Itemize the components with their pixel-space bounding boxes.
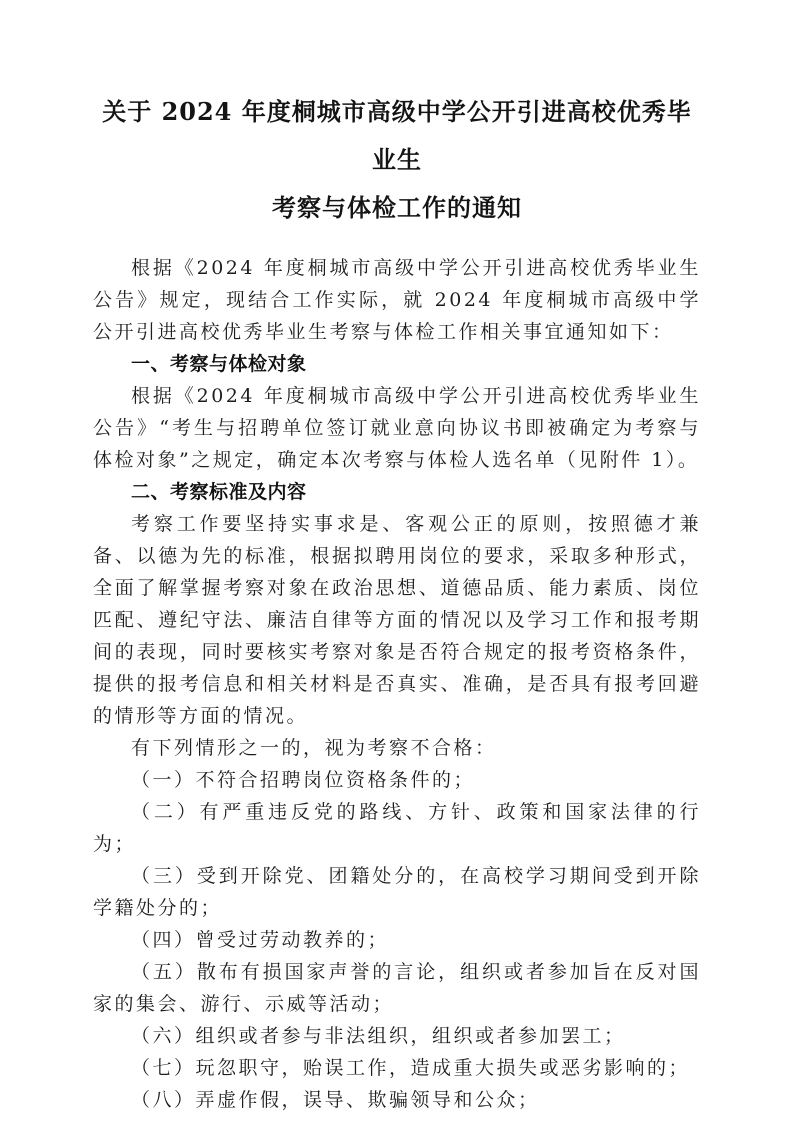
section-heading-1: 一、考察与体检对象: [131, 353, 307, 375]
disqualification-item-3: （三）受到开除党、团籍处分的，在高校学习期间受到开除学籍处分的；: [93, 865, 701, 919]
disqualification-item-6: （六）组织或者参与非法组织，组织或者参加罢工；: [131, 1025, 626, 1047]
section-2-paragraph: 考察工作要坚持实事求是、客观公正的原则，按照德才兼备、以德为先的标准，根据拟聘用岗位的要求，采取多种形式，全面了解掌握考察对象在政治思想、道德品质、能力素质、岗位匹配、遵纪守法、廉洁自律等方面的情况以及学习工作和报考期间的表现，同时要核实考察对象是否符合规定的报考资格条件，提供的报考信息和相关材料是否真实、准确，是否具有报考回避的情形等方面的情况。: [93, 513, 701, 727]
disqualification-item-5: （五）散布有损国家声誉的言论，组织或者参加旨在反对国家的集会、游行、示威等活动；: [93, 961, 701, 1015]
disqualification-item-1: （一）不符合招聘岗位资格条件的；: [131, 769, 476, 791]
document-title-line-1: 关于 2024 年度桐城市高级中学公开引进高校优秀毕业生: [102, 97, 692, 174]
intro-paragraph: 根据《2024 年度桐城市高级中学公开引进高校优秀毕业生公告》规定，现结合工作实际，就 2024 年度桐城市高级中学公开引进高校优秀毕业生考察与体检工作相关事宜通知如下：: [93, 257, 701, 343]
disqualification-intro: 有下列情形之一的，视为考察不合格：: [131, 737, 497, 759]
section-1-paragraph: 根据《2024 年度桐城市高级中学公开引进高校优秀毕业生公告》“考生与招聘单位签订就业意向协议书即被确定为考察与体检对象”之规定，确定本次考察与体检人选名单（见附件 1）。: [93, 385, 701, 471]
document-title: [93, 88, 701, 232]
disqualification-item-4: （四）曾受过劳动教养的；: [131, 929, 390, 951]
document-body: [93, 252, 701, 1116]
section-heading-2: 二、考察标准及内容: [131, 481, 307, 503]
disqualification-item-7: （七）玩忽职守，贻误工作，造成重大损失或恶劣影响的；: [131, 1057, 691, 1079]
disqualification-item-8: （八）弄虚作假，误导、欺骗领导和公众；: [131, 1089, 540, 1111]
document-title-line-2: 考察与体检工作的通知: [272, 193, 522, 222]
disqualification-item-2: （二）有严重违反党的路线、方针、政策和国家法律的行为；: [93, 801, 701, 855]
